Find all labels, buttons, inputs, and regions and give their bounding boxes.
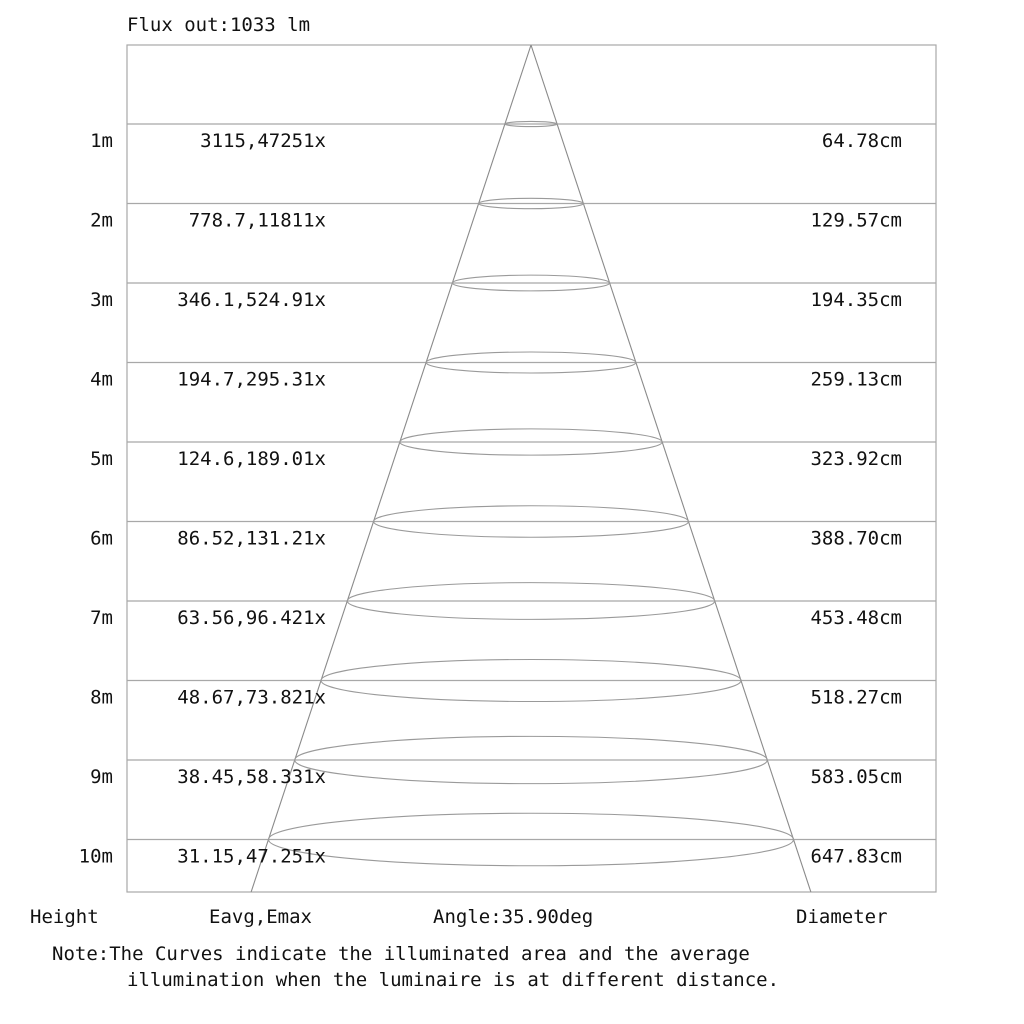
height-column-label: Height xyxy=(30,906,99,928)
height-label: 8m xyxy=(90,686,113,709)
height-label: 2m xyxy=(90,209,113,232)
diameter-value: 129.57cm xyxy=(810,209,902,232)
illuminance-column-label: Eavg,Emax xyxy=(209,906,312,928)
illuminance-value: 48.67,73.821x xyxy=(177,686,326,709)
note-line-1: Note:The Curves indicate the illuminated area and the average xyxy=(52,943,750,965)
illuminance-value: 778.7,11811x xyxy=(188,209,326,232)
diameter-value: 583.05cm xyxy=(810,766,902,788)
height-label: 1m xyxy=(90,130,113,152)
height-label: 5m xyxy=(90,448,113,470)
illuminance-value: 38.45,58.331x xyxy=(177,766,326,788)
note-line-2: illumination when the luminaire is at different distance. xyxy=(127,969,780,991)
height-label: 4m xyxy=(90,368,113,391)
chart-title: Flux out:1033 lm xyxy=(127,14,311,36)
diameter-value: 323.92cm xyxy=(810,448,902,470)
diameter-value: 259.13cm xyxy=(810,368,902,391)
illuminance-value: 124.6,189.01x xyxy=(177,448,326,470)
illuminance-value: 63.56,96.421x xyxy=(177,607,326,629)
diameter-value: 388.70cm xyxy=(810,527,902,550)
diameter-value: 453.48cm xyxy=(810,607,902,629)
row-labels xyxy=(79,130,902,868)
illuminance-value: 194.7,295.31x xyxy=(177,368,326,391)
angle-label: Angle:35.90deg xyxy=(433,906,594,928)
illuminance-value: 3115,47251x xyxy=(200,130,326,152)
diameter-value: 64.78cm xyxy=(821,130,902,152)
height-label: 6m xyxy=(90,527,113,550)
cone-right-edge xyxy=(531,45,811,892)
height-label: 3m xyxy=(90,289,113,311)
height-label: 9m xyxy=(90,766,113,788)
illuminance-value: 346.1,524.91x xyxy=(177,289,326,311)
height-label: 7m xyxy=(90,607,113,629)
spot-ellipses xyxy=(268,121,793,865)
illuminance-value: 31.15,47.251x xyxy=(177,845,326,868)
illuminance-value: 86.52,131.21x xyxy=(177,527,326,550)
diameter-column-label: Diameter xyxy=(796,906,888,928)
diameter-value: 518.27cm xyxy=(810,686,902,709)
height-label: 10m xyxy=(78,845,113,868)
diameter-value: 647.83cm xyxy=(810,845,902,868)
diameter-value: 194.35cm xyxy=(810,289,902,311)
beam-cone xyxy=(251,45,811,892)
